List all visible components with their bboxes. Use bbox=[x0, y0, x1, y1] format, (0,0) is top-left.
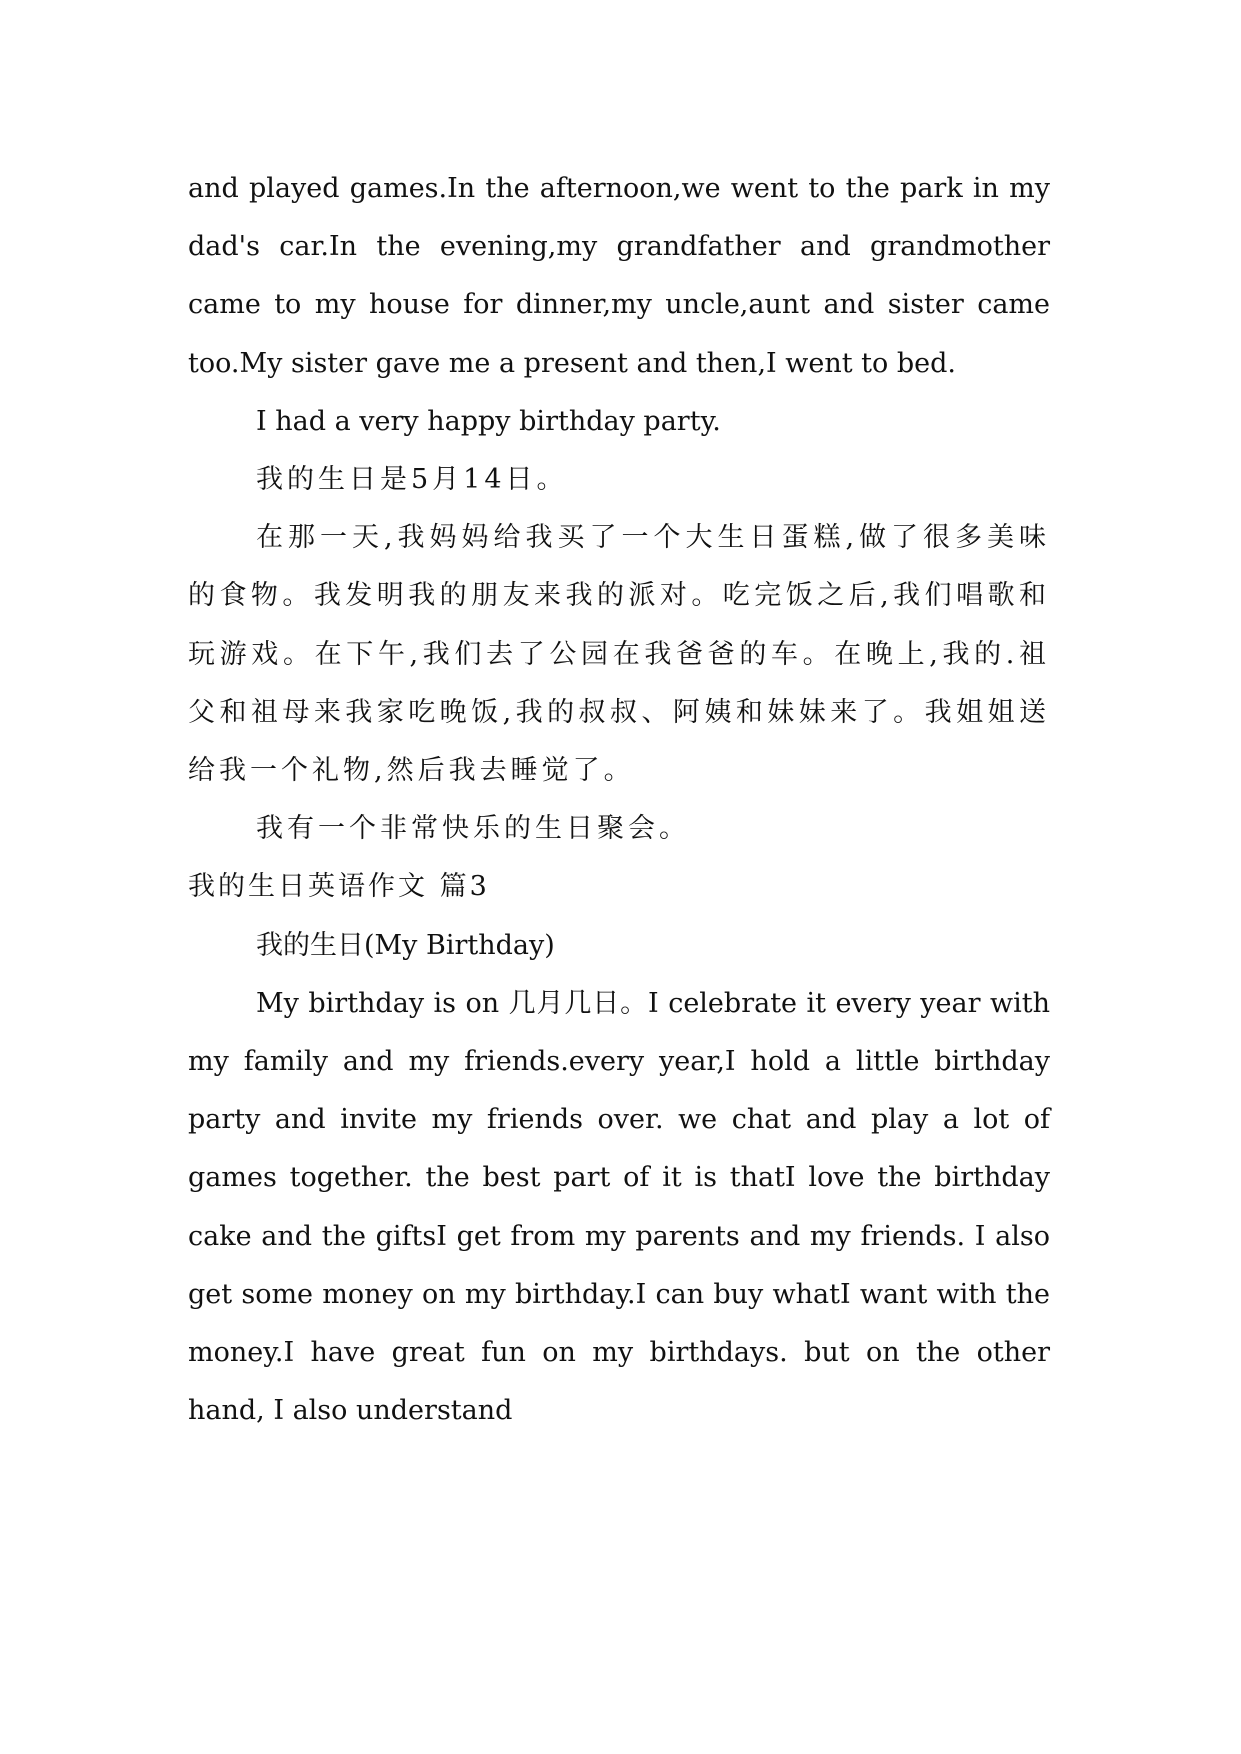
section-subtitle: 我的生日(My Birthday) bbox=[256, 929, 555, 961]
paragraph-happy-party: I had a very happy birthday party. bbox=[256, 405, 721, 437]
section-heading: 我的生日英语作文 篇3 bbox=[188, 871, 490, 903]
paragraph-english-party: and played games.In the afternoon,we went to the park in my dad's car.In the evening,my grandfather and grandmother came to my house for dinner,my uncle,aunt and sister came too.My sister gave me a present and then,I went to bed. bbox=[188, 173, 1050, 379]
paragraph-birthday-date-cn: 我的生日是5月14日。 bbox=[256, 464, 568, 496]
paragraph-my-birthday: My birthday is on 几月几日。I celebrate it every year with my family and my friends.every year,I hold a little birthday party and invite my friends over. we chat and play a lot of games together. the best part of it is thatI love the birthday cake and the giftsI get from my parents and my friends. I also get some money on my birthday.I can buy whatI want with the money.I have great fun on my birthdays. but on the other hand, I also understand bbox=[188, 987, 1050, 1427]
paragraph-happy-party-cn: 我有一个非常快乐的生日聚会。 bbox=[256, 813, 690, 845]
paragraph-translation-cn: 在那一天,我妈妈给我买了一个大生日蛋糕,做了很多美味的食物。我发明我的朋友来我的派对。吃完饭之后,我们唱歌和玩游戏。在下午,我们去了公园在我爸爸的车。在晚上,我的.祖父和祖母来我家吃晚饭,我的叔叔、阿姨和妹妹来了。我姐姐送给我一个礼物,然后我去睡觉了。 bbox=[188, 522, 1050, 787]
document-body bbox=[188, 160, 1050, 1440]
